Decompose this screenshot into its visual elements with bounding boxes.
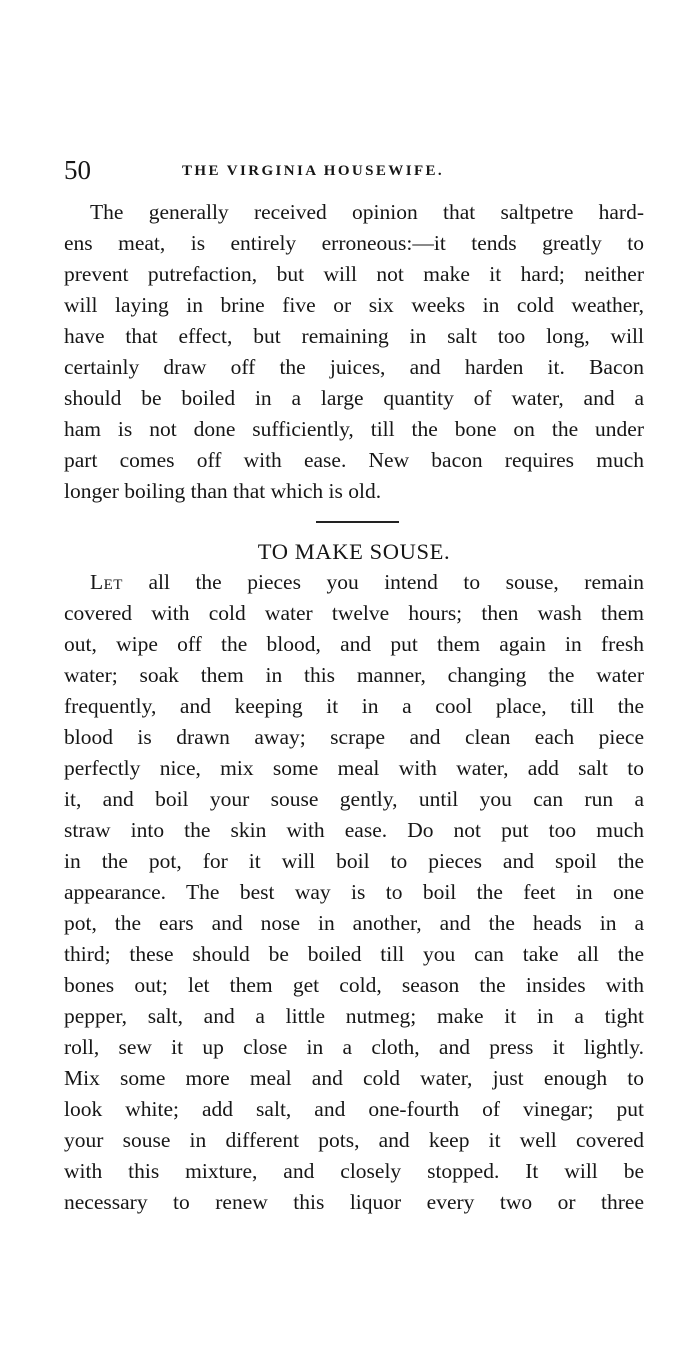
text-line: covered with cold water twelve hours; then wash them <box>64 601 644 625</box>
text-line: The generally received opinion that saltpetre hard- <box>90 200 644 224</box>
text-line: ens meat, is entirely erroneous:—it tends greatly to <box>64 231 644 255</box>
text-line: part comes off with ease. New bacon requires much <box>64 448 644 472</box>
text-line: Mix some more meal and cold water, just enough to <box>64 1066 644 1090</box>
text-line: should be boiled in a large quantity of water, and a <box>64 386 644 410</box>
lead-word: Let <box>90 570 123 594</box>
text-line: necessary to renew this liquor every two or three <box>64 1190 644 1214</box>
text-line: frequently, and keeping it in a cool place, till the <box>64 694 644 718</box>
text-line-first <box>64 567 644 598</box>
text-line: in the pot, for it will boil to pieces and spoil the <box>64 849 644 873</box>
text-line: perfectly nice, mix some meal with water, add salt to <box>64 756 644 780</box>
text-line: pot, the ears and nose in another, and the heads in a <box>64 911 644 935</box>
text-line: straw into the skin with ease. Do not put too much <box>64 818 644 842</box>
text-line: look white; add salt, and one-fourth of vinegar; put <box>64 1097 644 1121</box>
section-heading: TO MAKE SOUSE. <box>257 539 451 564</box>
text-line: bones out; let them get cold, season the insides with <box>64 973 644 997</box>
text-line: longer boiling than that which is old. <box>64 479 382 503</box>
text-line: water; soak them in this manner, changing the water <box>64 663 644 687</box>
page-number: 50 <box>64 155 91 185</box>
text-line: pepper, salt, and a little nutmeg; make it in a tight <box>64 1004 644 1028</box>
text-line: certainly draw off the juices, and harden it. Bacon <box>64 355 644 379</box>
text-line: out, wipe off the blood, and put them again in fresh <box>64 632 644 656</box>
text-line: blood is drawn away; scrape and clean each piece <box>64 725 644 749</box>
text-line: ham is not done sufficiently, till the bone on the under <box>64 417 644 441</box>
text-line: your souse in different pots, and keep it well covered <box>64 1128 644 1152</box>
text-line: have that effect, but remaining in salt too long, will <box>64 324 644 348</box>
text-line: appearance. The best way is to boil the feet in one <box>64 880 644 904</box>
text-line: third; these should be boiled till you can take all the <box>64 942 644 966</box>
paragraph-souse <box>64 567 644 1218</box>
paragraph-saltpetre <box>64 197 644 507</box>
running-title: THE VIRGINIA HOUSEWIFE. <box>182 163 445 179</box>
text-line: will laying in brine five or six weeks in cold weather, <box>64 293 644 317</box>
text-line: with this mixture, and closely stopped. It will be <box>64 1159 644 1183</box>
text-line: roll, sew it up close in a cloth, and press it lightly. <box>64 1035 644 1059</box>
text-line: it, and boil your souse gently, until you can run a <box>64 787 644 811</box>
first-line-rest: all the pieces you intend to souse, remain <box>122 570 644 594</box>
text-line: prevent putrefaction, but will not make it hard; neither <box>64 262 644 286</box>
section-divider <box>316 521 399 523</box>
running-header <box>64 150 644 190</box>
